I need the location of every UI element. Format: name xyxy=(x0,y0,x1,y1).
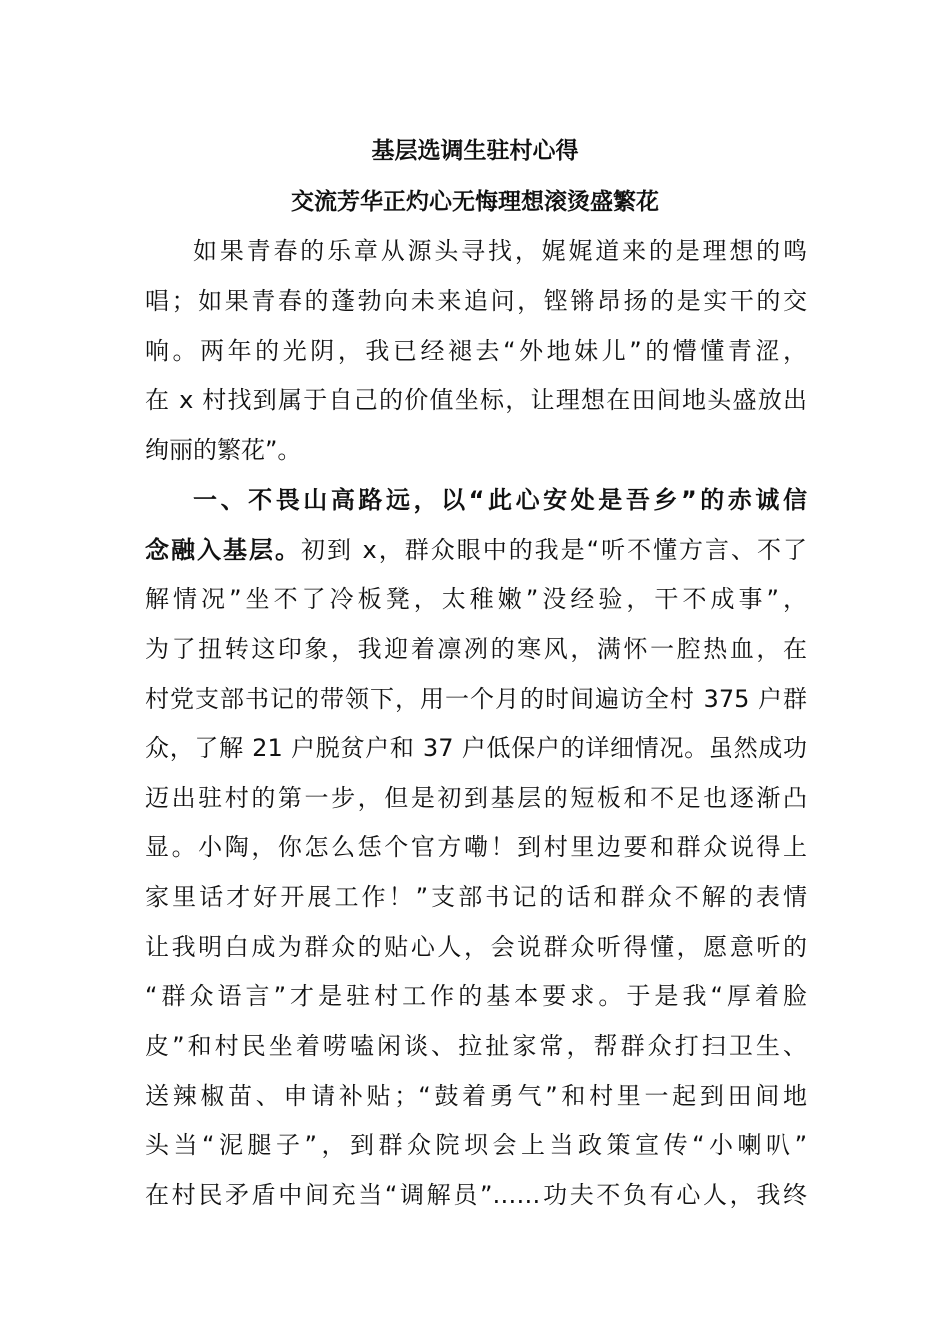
paragraph-1-line: 响。两年的光阴，我已经褪去“外地妹儿”的懵懂青涩， xyxy=(145,337,807,365)
paragraph-2-line: 迈出驻村的第一步，但是初到基层的短板和不足也逐渐凸 xyxy=(145,784,807,812)
paragraph-1-line: 绚丽的繁花”。 xyxy=(145,436,302,464)
paragraph-2-line: 皮”和村民坐着唠嗑闲谈、拉扯家常，帮群众打扫卫生、 xyxy=(145,1032,807,1060)
document-title: 基层选调生驻村心得 xyxy=(371,138,579,164)
paragraph-1-line: 如果青春的乐章从源头寻找，娓娓道来的是理想的鸣 xyxy=(193,237,807,265)
paragraph-2-line: “群众语言”才是驻村工作的基本要求。于是我“厚着脸 xyxy=(145,982,807,1010)
paragraph-1-line: 唱；如果青春的蓬勃向未来追问，铿锵昂扬的是实干的交 xyxy=(145,287,807,315)
paragraph-2-line: 解情况”坐不了冷板凳，太稚嫩”没经验，干不成事”， xyxy=(145,585,807,613)
paragraph-2-line: 让我明白成为群众的贴心人，会说群众听得懂，愿意听的 xyxy=(145,933,807,961)
paragraph-2-line: 村党支部书记的带领下，用一个月的时间遍访全村 375 户群 xyxy=(145,685,807,713)
paragraph-2-text: 初到 x，群众眼中的我是“听不懂方言、不了 xyxy=(300,536,808,564)
document-subtitle: 交流芳华正灼心无悔理想滚烫盛繁花 xyxy=(291,189,659,215)
paragraph-2-line: 头当“泥腿子”，到群众院坝会上当政策宣传“小喇叭” xyxy=(145,1131,807,1159)
paragraph-2-line: 家里话才好开展工作！”支部书记的话和群众不解的表情 xyxy=(145,883,807,911)
paragraph-2-line: 在村民矛盾中间充当“调解员”……功夫不负有心人，我终 xyxy=(145,1181,807,1209)
paragraph-2-line: 送辣椒苗、申请补贴；“鼓着勇气”和村里一起到田间地 xyxy=(145,1082,807,1110)
paragraph-2-line: 显。小陶，你怎么恁个官方嘞！到村里边要和群众说得上 xyxy=(145,833,807,861)
section-heading: 一、不畏山高路远，以“此心安处是吾乡”的赤诚信 xyxy=(193,486,807,514)
paragraph-2-line: 为了扭转这印象，我迎着凛冽的寒风，满怀一腔热血，在 xyxy=(145,635,807,663)
paragraph-2-line xyxy=(145,533,807,567)
paragraph-2-line: 众，了解 21 户脱贫户和 37 户低保户的详细情况。虽然成功 xyxy=(145,734,807,762)
paragraph-1-line: 在 x 村找到属于自己的价值坐标，让理想在田间地头盛放出 xyxy=(145,386,807,414)
section-heading-end: 念融入基层。 xyxy=(145,536,301,564)
